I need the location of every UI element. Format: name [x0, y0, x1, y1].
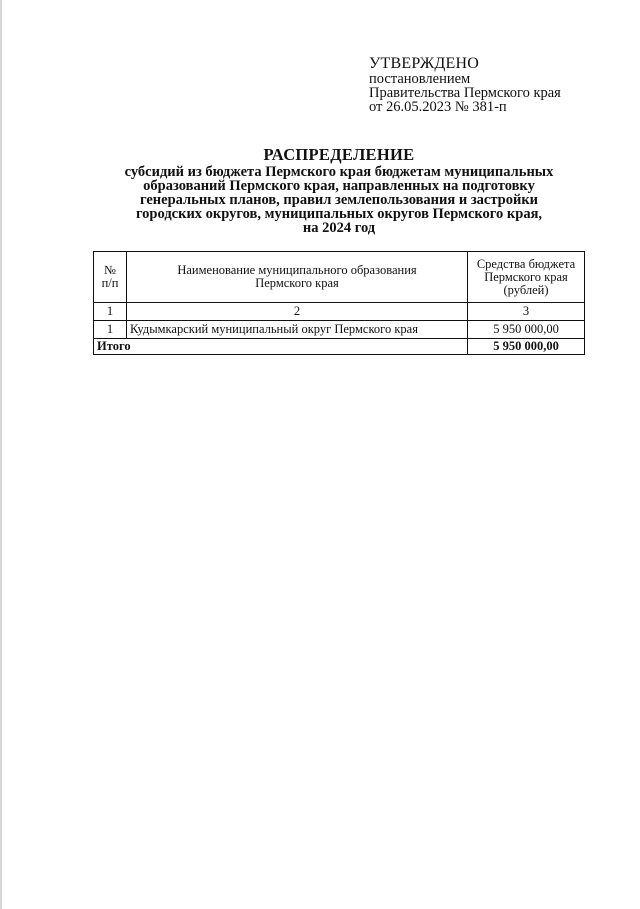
table-header-row: [94, 252, 585, 303]
header-amount: [468, 252, 585, 303]
approval-line-3: от 26.05.2023 № 381-п: [369, 99, 507, 115]
total-row: [94, 339, 585, 355]
subtitle-line-4: городских округов, муниципальных округов Пермского края,: [135, 206, 543, 222]
table-row: [94, 321, 585, 339]
header-name-line-1: Наименование муниципального образования: [177, 263, 417, 277]
header-num: [94, 252, 127, 303]
document-subtitle: [80, 165, 598, 235]
column-number-1: 1: [94, 303, 127, 321]
row-num: 1: [94, 321, 127, 339]
subtitle-line-5: на 2024 год: [302, 220, 376, 236]
approval-line-2: Правительства Пермского края: [369, 85, 561, 101]
header-amount-line-1: Средства бюджета: [476, 256, 576, 271]
distribution-table: [93, 251, 585, 355]
row-amount: 5 950 000,00: [468, 321, 585, 339]
row-name: Кудымкарский муниципальный округ Пермского края: [127, 321, 468, 339]
total-label: Итого: [94, 339, 468, 355]
page-edge: [0, 0, 2, 909]
approval-line-1: постановлением: [369, 71, 471, 87]
header-num-line-2: п/п: [101, 276, 119, 290]
approval-stamp: [369, 55, 619, 114]
column-numbers-row: [94, 303, 585, 321]
header-name-line-2: Пермского края: [255, 276, 339, 290]
header-amount-line-3: (рублей): [503, 282, 549, 297]
subtitle-line-1: субсидий из бюджета Пермского края бюджетам муниципальных: [124, 164, 554, 180]
approval-title: УТВЕРЖДЕНО: [369, 55, 480, 72]
column-number-3: 3: [468, 303, 585, 321]
header-amount-line-2: Пермского края: [484, 269, 568, 284]
subtitle-line-3: генеральных планов, правил землепользования и застройки: [139, 192, 539, 208]
subtitle-line-2: образований Пермского края, направленных на подготовку: [143, 178, 535, 194]
column-number-2: 2: [127, 303, 468, 321]
header-num-line-1: №: [104, 263, 116, 277]
header-name: [127, 252, 468, 303]
total-amount: 5 950 000,00: [468, 339, 585, 355]
document-title: РАСПРЕДЕЛЕНИЕ: [263, 145, 415, 164]
